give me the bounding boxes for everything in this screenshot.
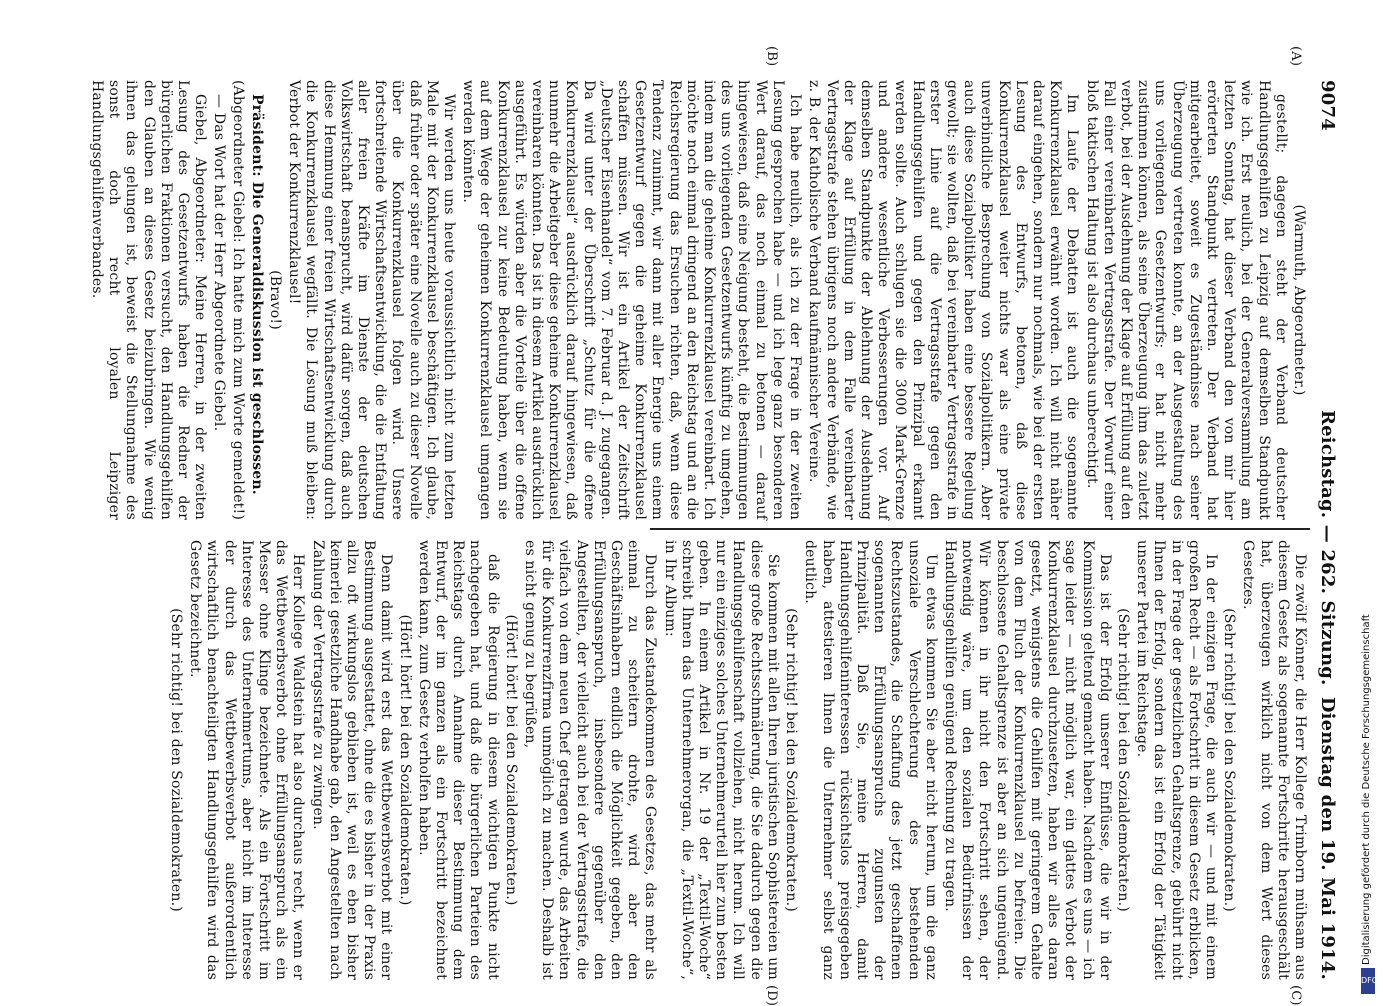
paragraph: gestellt; dagegen steht der Verband deutscher Handlungsgehilfen zu Leipzig auf demselben Standpunkt wie ich. Erst neulich, bei der Generalversammlung am letzten Sonntag, hat dieser Verband den von mir hier erörterten Standpunkt vertreten. Der Verband hat mitgearbeitet, soweit es Zugeständnisse nach seiner Überzeugung vertreten konnte, an der Ausgestaltung des uns vorliegenden Gesetzentwurfs; er hat nicht mehr zustimmen können, als seine Überzeugung ihm das zuletzt verbot, bei der Ausdehnung der Klage auf Erfüllung auf den Fall einer vereinbarten Vertragsstrafe. Der Vorwurf einer bloß taktischen Haltung ist also durchaus unberechtigt.: [1083, 80, 1289, 520]
margin-letter-a: (A): [1288, 46, 1303, 67]
rotated-document-page: [88, 46, 1340, 1006]
president-statement: Präsident: Die Generaldiskussion ist geschlossen.: [248, 94, 265, 495]
paragraph: Im Laufe der Debatten ist auch die sogenannte Konkurrenzklausel erwähnt worden. Ich will nicht näher darauf eingehen, sondern nur nochmals, wie bei der ersten Lesung des Entwurfs, betonen, daß diese Konkurrenzklausel weiter nichts war als eine private unverbindliche Besprechung von Sozialpolitikern. Aber auch diese Sozialpolitiker haben eine bessere Regelung gewollt; sie wollten, daß bei vereinbarter Vertragsstrafe in erster Linie auf die Vertragsstrafe gegen den Handlungsgehilfen und gegen den Prinzipal erkannt werden sollte. Auch schlugen sie die 3000 Mark-Grenze und andere wesentliche Verbesserungen vor. Auf demselben Standpunkte der Ablehnung der Ausdehnung der Klage auf Erfüllung in dem Falle vereinbarter Vertragsstrafe stehen übrigens noch andere Verbände, wie z. B. der Katholische Verband kaufmännischer Vereine.: [806, 80, 1081, 520]
paragraph: Ich habe neulich, als ich zu der Frage in der zweiten Lesung gesprochen habe — und ich lege ganz besonderen Wert darauf, das noch einmal zu betonen — darauf hingewiesen, daß eine Neigung besteht, die Bestimmungen des uns vorliegenden Gesetzentwurfs künftig zu umgehen, indem man die geheime Konkurrenzklausel vereinbart. Ich möchte noch einmal dringend an den Reichstag und an die Reichsregierung das Ersuchen richten, daß, wenn diese Tendenz zunimmt, wir dann mit aller Energie uns einem Gesetzentwurf gegen die geheime Konkurrenzklausel schaffen müssen. Wir ist ein Artikel der Zeitschrift „Deutscher Eisenhandel“ vom 7. Februar d. J. zugegangen. Da wird unter der Überschrift „Schutz für die offene Konkurrenzklausel“ ausdrücklich darauf hingewiesen, daß nunmehr die Arbeitgeber diese geheime Konkurrenzklausel vereinbaren könnten. Das ist in diesem Artikel ausdrücklich ausgeführt. Es würden aber die Vorteile über die offene Konkurrenzklausel zur keine Bedeutung haben, wenn sie auf dem Wege der geheimen Konkurrenzklausel umgangen werden könnten.: [460, 80, 804, 520]
paragraph: Wir werden uns heute voraussichtlich nicht zum letzten Male mit der Konkurrenzklausel beschäftigen. Ich glaube, daß früher oder später eine Novelle auch zu dieser Novelle über die Konkurrenzklausel folgen wird. Unsere fortschreitende Wirtschaftsentwicklung, die die Entfaltung aller freien Kräfte im Dienste der deutschen Volkswirtschaft beansprucht, wird dafür sorgen, daß auch diese Hemmung einer freien Wirtschaftsentwicklung durch die Konkurrenzklausel wegfällt. Die Lösung muß bleiben: Verbot der Konkurrenzklausel!: [286, 80, 458, 520]
interjection: (Sehr richtig! bei den Sozialdemokraten.): [783, 608, 800, 912]
interjection: (Hört! hört! bei den Sozialdemokraten.): [396, 614, 413, 906]
quoted-paragraph: Durch das Zustandekommen des Gesetzes, das mehr als einmal zu scheitern drohte, wird aber den Geschäftsinhabern endlich die Möglichkeit gegeben, den Erfüllungsanspruch, insbesondere gegenüber den Angestellten, der vielleicht auch bei der Vertragsstrafe, die vielfach von dem neuen Chef getragen wurde, das Arbeiten für die Konkurrenzfirma unmöglich zu machen. Deshalb ist es nicht genug zu begrüßen,: [522, 540, 659, 980]
paragraph: Die zwölf Könner, die Herr Kollege Trimborn mühsam aus diesem Gesetz als sogenannte Fortschritte herausgeschält hat, überzeugen wirklich nicht von dem Wert dieses Gesetzes.: [1240, 540, 1308, 980]
left-text-column: [86, 80, 1308, 520]
margin-letter-c: (C): [1288, 985, 1303, 1006]
session-date: Dienstag den 19. Mai 1914.: [1317, 696, 1338, 980]
interjection: (Sehr richtig! bei den Sozialdemokraten.): [168, 608, 184, 912]
paragraph: Herr Kollege Waldstein hat also durchaus recht, wenn er das Wettbewerbsverbot ohne Erfüllungsanspruch als ein Messer ohne Klinge bezeichnete. Als ein Fortschritt im Interesse des Unternehmertums, aber nicht im Interesse der durch das Wettbewerbsverbot außerordentlich wirtschaftlich benachteiligten Handlungsgehilfen wird das Gesetz bezeichnet.: [187, 540, 307, 980]
right-text-column: [166, 540, 1308, 980]
interjection: (Sehr richtig! bei den Sozialdemokraten.): [1114, 608, 1131, 912]
interjection: (Abgeordneter Giebel: Ich hatte mich zum Worte gemeldet!): [229, 80, 246, 520]
page-header: [1314, 80, 1340, 980]
paragraph: Das ist der Erfolg unserer Einflüsse, die wir in der Kommission geltend gemacht haben. Nachdem es uns — ich sage leider — nicht möglich war, ein glattes Verbot der Konkurrenzklausel durchzusetzen, haben wir alles daran gesetzt, wenigstens die Gehilfen mit geringerem Gehalte von dem Fluch der Konkurrenzklausel zu befreien. Die beschlossene Gehaltsgrenze ist aber an sich ungenügend. Wir können in ihr nicht den Fortschritt sehen, der notwendig wäre, um den sozialen Bedürfnissen der Handlungsgehilfen genügend Rechnung zu tragen.: [941, 540, 1113, 980]
page-number: 9074: [1317, 80, 1338, 131]
paragraph: Sie kommen mit allen Ihren juristischen Sophistereien um diese große Rechtsschmälerung, die Sie dadurch gegen die Handlungsgehilfenschaft vollziehen, nicht herum. Ich will nur ein einziges solches Unternehmerurteil hier zum besten geben. In einem Artikel in Nr. 19 der „Textil-Woche“ schreibt Ihnen das Unternehmerorgan, die „Textil-Woche“, in Ihr Album:: [661, 540, 781, 980]
digitization-credit: [1359, 565, 1375, 965]
interjection: (Bravo!): [267, 270, 284, 330]
interjection: (Hört! hört! bei den Sozialdemokraten.): [502, 614, 519, 906]
margin-letter-d: (D): [764, 985, 779, 1006]
column-divider: [650, 528, 1310, 530]
interjection: (Sehr richtig! bei den Sozialdemokraten.): [1221, 608, 1238, 912]
paragraph: — Das Wort hat der Herr Abgeordnete Giebel.: [211, 94, 228, 432]
quoted-paragraph: Denn damit wird erst das Wettbewerbsverbot mit einer Bestimmung ausgestattet, ohne die es bisher in der Praxis allzu oft wirkungslos geblieben ist, weil es eben bisher keinerlei gesetzliche Handhabe gab, den Angestellten nach Zahlung der Vertragsstrafe zu zwingen.: [309, 540, 395, 980]
quoted-paragraph: daß die Regierung in diesem wichtigen Punkte nicht nachgegeben hat, und daß die bürgerlichen Parteien des Reichstags durch Annahme dieser Bestimmung dem Entwurf, der im ganzen als ein Fortschritt bezeichnet werden kann, zum Gesetz verholfen haben.: [415, 540, 501, 980]
dfg-logo: DFG: [1361, 968, 1375, 994]
paragraph: Um etwas kommen Sie aber nicht herum, um die ganz unsoziale Verschlechterung des bestehenden Rechtszustandes, die Schaffung des jetzt geschaffenen sogenannten Erfüllungsanspruchs zugunsten der Prinzipalität. Daß Sie, meine Herren, damit Handlungsgehilfeninteressen rücksichtslos preisgegeben haben, attestieren Ihnen die Unternehmer selbst ganz deutlich.: [802, 540, 939, 980]
page-title: Reichstag. — 262. Sitzung.: [1317, 410, 1338, 686]
speaker-header: (Warmuth, Abgeordneter.): [1291, 204, 1307, 396]
paragraph: In der einzigen Frage, die auch wir — und mit einem großen Recht — als Fortschritt in diesem Gesetz erblicken, in der Frage der gesetzlichen Gehaltsgrenze, gebührt nicht Ihnen der Erfolg, sondern das ist ein Erfolg der Tätigkeit unserer Partei im Reichstage.: [1134, 540, 1219, 980]
digitization-note: Digitalisierung gefördert durch die Deutsche Forschungsgemeinschaft: [1361, 614, 1372, 965]
paragraph: Giebel, Abgeordneter: Meine Herren, in der zweiten Lesung des Gesetzentwurfs haben die Redner der bürgerlichen Fraktionen versucht, den Handlungsgehilfen den Glauben an dieses Gesetz beizubringen. Wie wenig ihnen das gelungen ist, beweist die Stellungnahme des sonst doch recht loyalen Leipziger Handlungsgehilfenverbandes.: [88, 80, 209, 520]
margin-letter-b: (B): [764, 46, 779, 67]
